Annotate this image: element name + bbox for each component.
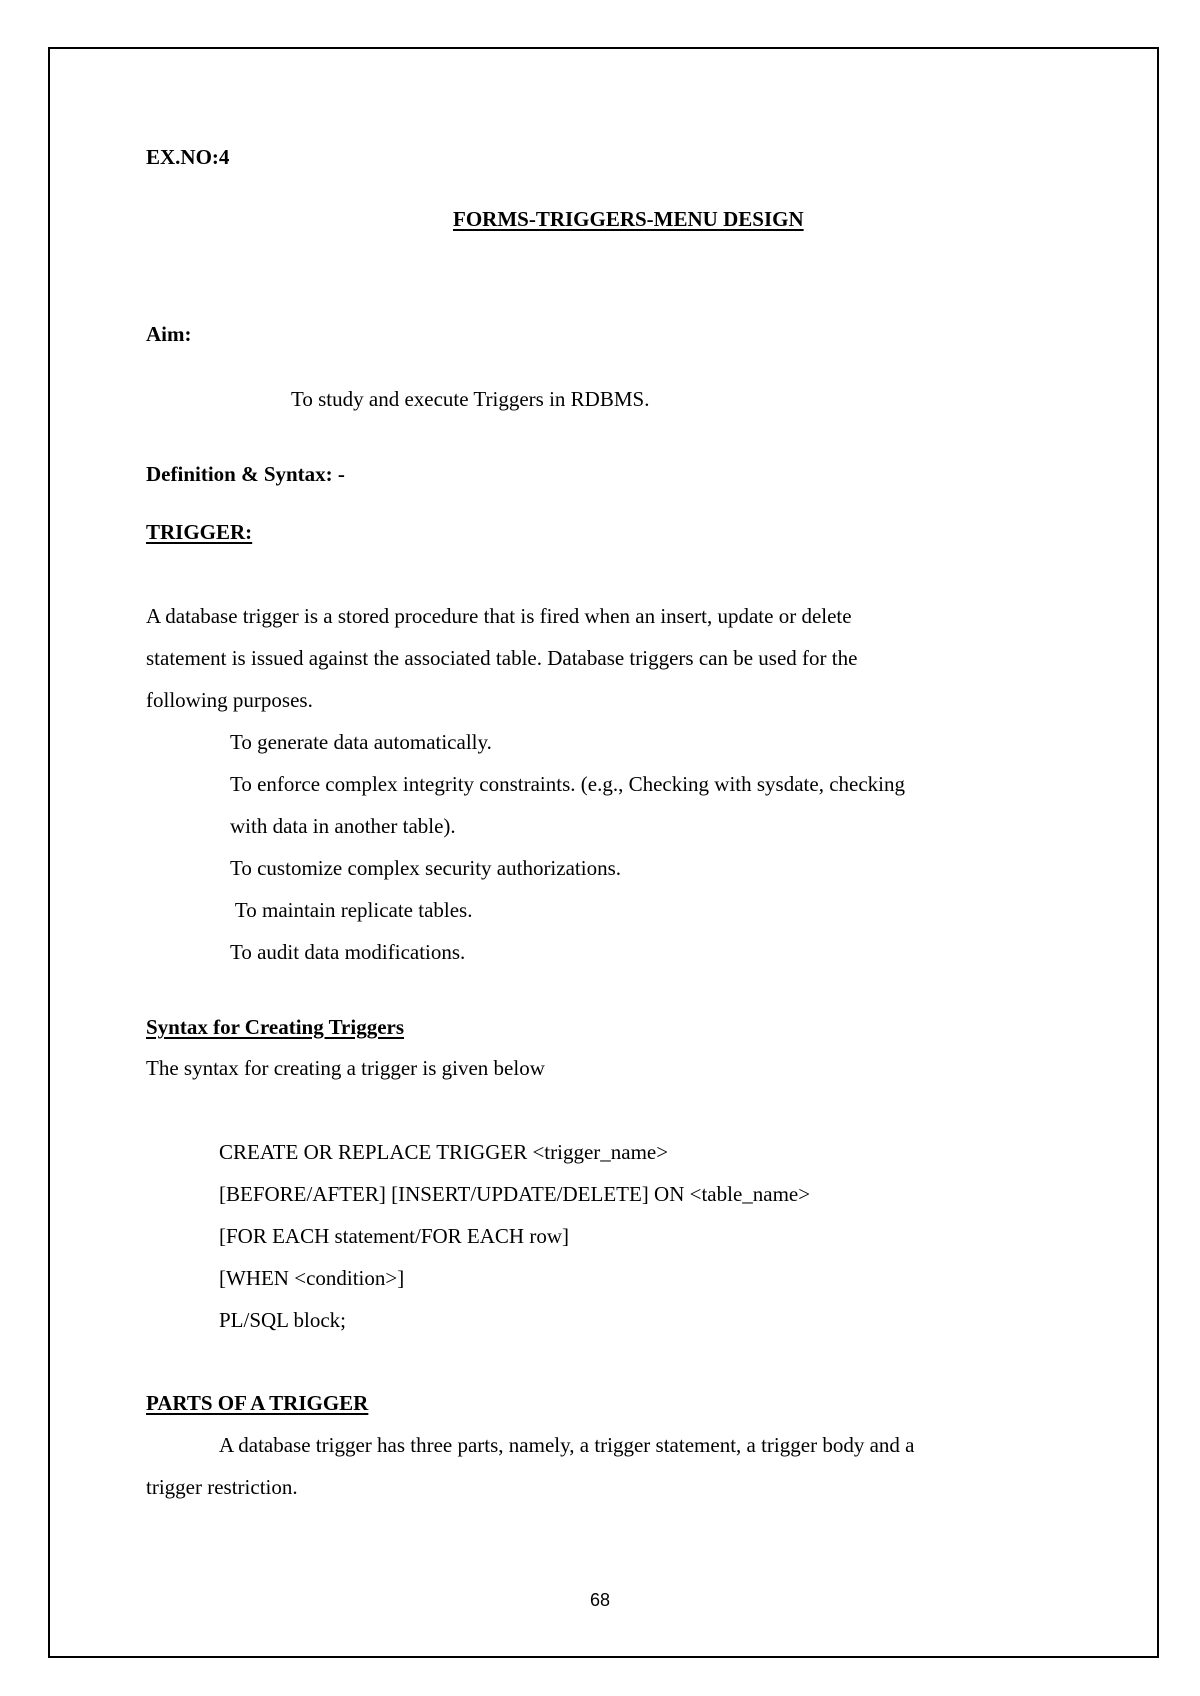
page-title: FORMS-TRIGGERS-MENU DESIGN <box>453 207 804 231</box>
syntax-code-line: [WHEN <condition>] <box>219 1266 405 1290</box>
syntax-code-line: [FOR EACH statement/FOR EACH row] <box>219 1224 569 1248</box>
purpose-item: To enforce complex integrity constraints. (e.g., Checking with sysdate, checking <box>230 772 906 796</box>
definition-heading: Definition & Syntax: - <box>146 462 345 486</box>
purpose-item: To generate data automatically. <box>230 730 492 754</box>
purpose-item: To audit data modifications. <box>230 940 466 964</box>
syntax-heading: Syntax for Creating Triggers <box>146 1015 405 1039</box>
purpose-item: To maintain replicate tables. <box>230 898 473 922</box>
page-number: 68 <box>589 1590 611 1610</box>
aim-text: To study and execute Triggers in RDBMS. <box>291 387 650 411</box>
purpose-item: with data in another table). <box>230 814 456 838</box>
parts-paragraph-line: trigger restriction. <box>146 1475 298 1499</box>
syntax-code-line: PL/SQL block; <box>219 1308 346 1332</box>
trigger-paragraph-line: A database trigger is a stored procedure that is fired when an insert, update or delete <box>146 604 852 628</box>
exercise-number: EX.NO:4 <box>146 145 230 169</box>
trigger-paragraph-line: following purposes. <box>146 688 313 712</box>
parts-paragraph-line: A database trigger has three parts, namely, a trigger statement, a trigger body and a <box>219 1433 915 1457</box>
syntax-code-line: CREATE OR REPLACE TRIGGER <trigger_name> <box>219 1140 669 1164</box>
syntax-intro: The syntax for creating a trigger is given below <box>146 1056 545 1080</box>
page-border <box>48 47 1159 1658</box>
syntax-code-line: [BEFORE/AFTER] [INSERT/UPDATE/DELETE] ON <table_name> <box>219 1182 811 1206</box>
trigger-paragraph-line: statement is issued against the associated table. Database triggers can be used for the <box>146 646 858 670</box>
purpose-item: To customize complex security authorizations. <box>230 856 622 880</box>
trigger-heading: TRIGGER: <box>146 520 253 544</box>
parts-heading: PARTS OF A TRIGGER <box>146 1391 369 1415</box>
aim-heading: Aim: <box>146 322 192 346</box>
